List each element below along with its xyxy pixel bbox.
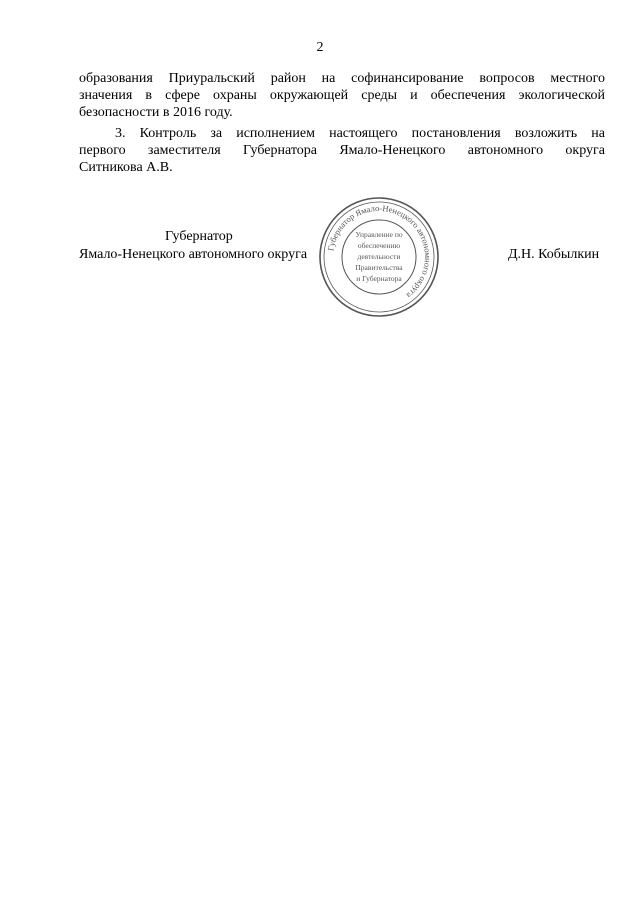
paragraph-line: значения в сфере охраны окружающей среды и обеспечения экологической <box>79 88 605 103</box>
paragraph-line: безопасности в 2016 году. <box>79 105 233 120</box>
paragraph-line: 3. Контроль за исполнением настоящего постановления возложить на <box>115 126 605 141</box>
page-number: 2 <box>316 40 324 55</box>
signatory-region: Ямало-Ненецкого автономного округа <box>79 247 308 262</box>
seal-inner-line: обеспечению <box>357 241 401 250</box>
seal-outer-text: Губернатор Ямало-Ненецкого автономного округа <box>325 202 434 301</box>
paragraph-control <box>79 125 605 176</box>
paragraph-funding <box>79 70 605 121</box>
seal-inner-line: Управление по <box>355 230 403 239</box>
seal-inner-line: Правительства <box>355 263 403 272</box>
paragraph-line: образования Приуральский район на софинансирование вопросов местного <box>79 71 605 86</box>
paragraph-line: первого заместителя Губернатора Ямало-Ненецкого автономного округа <box>79 143 605 158</box>
signatory-name: Д.Н. Кобылкин <box>508 247 600 262</box>
seal-inner-line: деятельности <box>357 252 401 261</box>
official-seal <box>317 195 441 319</box>
seal-inner-line: и Губернатора <box>356 274 402 283</box>
paragraph-line: Ситникова А.В. <box>79 160 173 175</box>
signatory-title: Губернатор <box>165 229 233 244</box>
